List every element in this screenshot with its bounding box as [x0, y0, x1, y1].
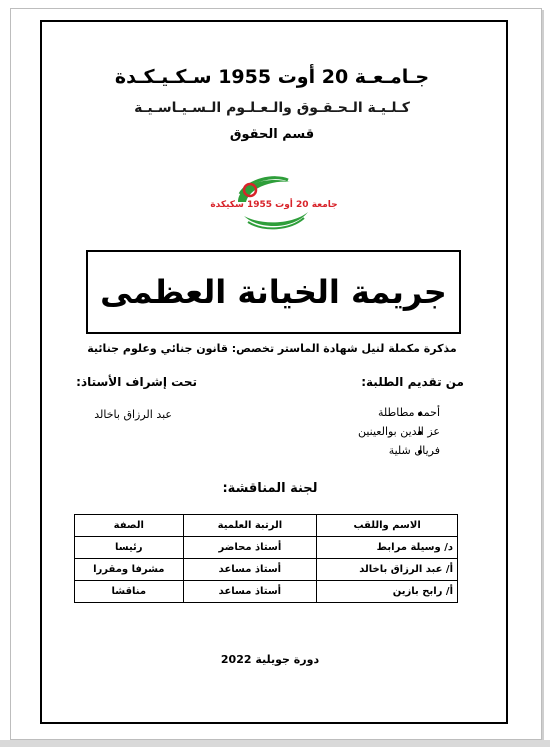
university-name: جـامـعـة 20 أوت 1955 سـكـيـكـدة [114, 66, 430, 88]
students-label: من تقديم الطلبة: [361, 375, 464, 389]
header-rank: الرتبة العلمية [183, 515, 317, 537]
session-date: دورة جويلية 2022 [220, 653, 320, 666]
member-rank: أستاذ مساعد [183, 559, 317, 581]
faculty-name: كـلـيـة الـحـقـوق والـعـلـوم الـسـيـاسـيـة [134, 100, 410, 116]
member-name: أ/ رابح بازين [317, 581, 458, 603]
student-name: أحمد مطاطلة [377, 406, 440, 419]
thesis-title-box [86, 250, 461, 334]
member-rank: أستاذ محاضر [183, 537, 317, 559]
header-name: الاسم واللقب [317, 515, 458, 537]
committee-table [74, 514, 458, 603]
svg-text:جامعة 20 أوت 1955 سكيكدة: جامعة 20 أوت 1955 سكيكدة [210, 200, 338, 210]
viewer-bottom-bar [0, 740, 550, 747]
university-logo [210, 172, 338, 234]
member-role: مناقشا [75, 581, 184, 603]
department-name: قسم الحقوق [229, 127, 315, 142]
header-role: الصفة [75, 515, 184, 537]
table-row [75, 537, 458, 559]
thesis-subtitle: مذكرة مكملة لنيل شهادة الماستر تخصص: قانون جنائي وعلوم جنائية [87, 342, 457, 355]
student-name: عز الدين بوالعينين [357, 425, 440, 438]
table-row [75, 581, 458, 603]
table-row [75, 559, 458, 581]
thesis-title: جريمة الخيانة العظمى [100, 273, 447, 311]
table-header-row [75, 515, 458, 537]
student-name: فريال شلية [388, 444, 440, 457]
member-name: د/ وسيلة مرابط [317, 537, 458, 559]
supervisor-label: تحت إشراف الأستاذ: [76, 375, 197, 389]
committee-label: لجنة المناقشة: [222, 481, 318, 496]
supervisor-name: عبد الرزاق باخالد [94, 408, 172, 421]
member-role: رئيسا [75, 537, 184, 559]
member-role: مشرفا ومقررا [75, 559, 184, 581]
member-rank: أستاذ مساعد [183, 581, 317, 603]
page-border [40, 20, 508, 724]
member-name: أ/ عبد الرزاق باخالد [317, 559, 458, 581]
